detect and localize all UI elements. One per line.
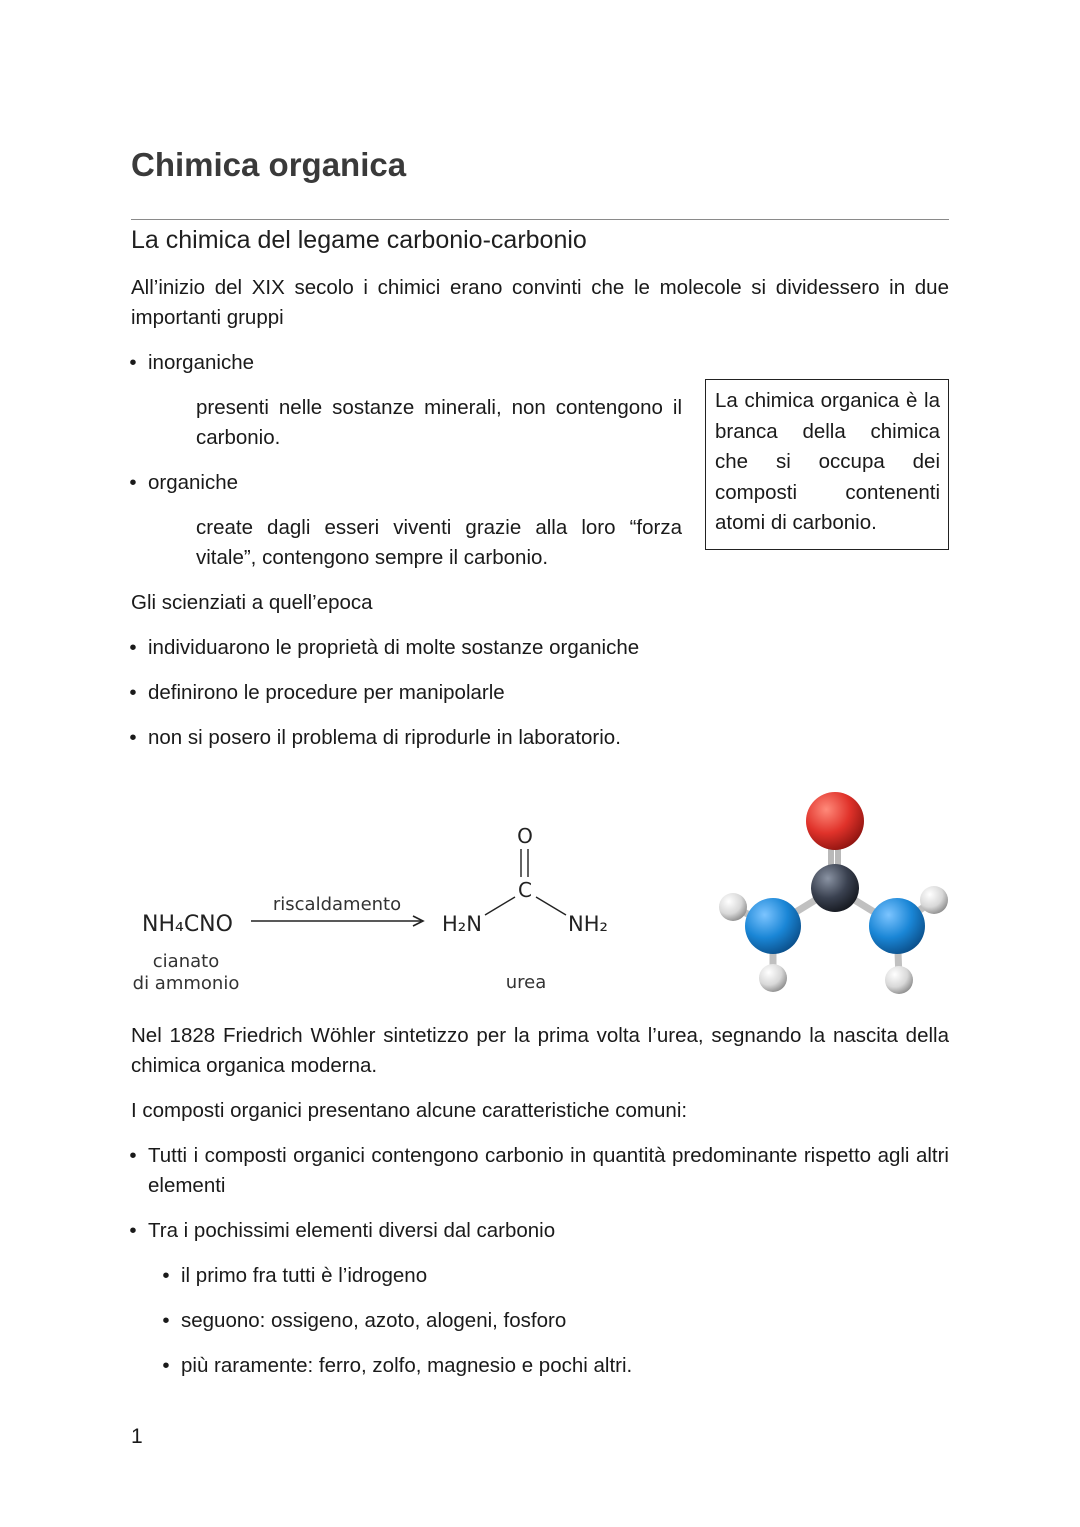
reaction-condition: riscaldamento — [272, 894, 402, 915]
nitrogen-atom — [869, 898, 925, 954]
list-item-text: Tra i pochissimi elementi diversi dal carbonio — [148, 1219, 556, 1242]
hydrogen-atom — [920, 886, 948, 914]
list-item — [127, 1141, 949, 1201]
bullet-icon: • — [129, 1144, 137, 1167]
sub-list-item — [160, 1261, 860, 1291]
divider — [131, 219, 949, 220]
hydrogen-atom — [719, 893, 747, 921]
list-item — [127, 468, 427, 498]
bullet-icon: • — [129, 1219, 137, 1242]
nitrogen-atom — [745, 898, 801, 954]
page-title: Chimica organica — [131, 146, 407, 183]
group-label: organiche — [148, 471, 239, 494]
section-subtitle: La chimica del legame carbonio-carbonio — [131, 226, 587, 254]
list-item — [127, 678, 827, 708]
list-item — [127, 723, 827, 753]
group-description: create dagli esseri viventi grazie alla loro “forza vitale”, contengono sempre il carbonio. — [196, 516, 682, 569]
definition-box: La chimica organica è la branca della chimica che si occupa dei composti contenenti atomi di carbonio. — [705, 379, 949, 550]
bullet-icon: • — [129, 636, 137, 659]
sub-list-item-text: seguono: ossigeno, azoto, alogeni, fosforo — [181, 1309, 567, 1332]
sub-list-item — [160, 1306, 860, 1336]
list-item — [127, 633, 827, 663]
list-item-text: Tutti i composti organici contengono carbonio in quantità predominante rispetto agli altri elementi — [148, 1144, 949, 1197]
page-number: 1 — [131, 1425, 143, 1448]
oxygen-atom — [806, 792, 864, 850]
scientists-intro: Gli scienziati a quell’epoca — [131, 591, 373, 614]
sub-list-item — [160, 1351, 860, 1381]
urea-synthesis-figure — [125, 785, 955, 1010]
bullet-icon: • — [162, 1309, 170, 1332]
list-item-text: non si posero il problema di riprodurle in laboratorio. — [148, 726, 621, 749]
reactant-name-line1: cianato — [152, 951, 220, 972]
bullet-icon: • — [162, 1264, 170, 1287]
bullet-icon: • — [129, 351, 137, 374]
product-name: urea — [505, 972, 547, 993]
single-bond — [485, 897, 515, 915]
bullet-icon: • — [129, 681, 137, 704]
sub-list-item-text: il primo fra tutti è l’idrogeno — [181, 1264, 428, 1287]
bullet-icon: • — [162, 1354, 170, 1377]
list-item-text: definirono le procedure per manipolarle — [148, 681, 505, 704]
wohler-paragraph: Nel 1828 Friedrich Wöhler sintetizzo per la prima volta l’urea, segnando la nascita della chimica organica moderna. — [131, 1024, 949, 1077]
hydrogen-atom — [885, 966, 913, 994]
reactant-name-line2: di ammonio — [132, 973, 240, 994]
carbon-atom-label: C — [518, 878, 532, 902]
group-description: presenti nelle sostanze minerali, non contengono il carbonio. — [196, 396, 682, 449]
reactant-formula: NH₄CNO — [142, 912, 233, 937]
amino-group-left: H₂N — [442, 912, 482, 936]
features-intro: I composti organici presentano alcune caratteristiche comuni: — [131, 1099, 688, 1122]
list-item-text: individuarono le proprietà di molte sostanze organiche — [148, 636, 640, 659]
carbon-atom — [811, 864, 859, 912]
amino-group-right: NH₂ — [568, 912, 608, 936]
oxygen-atom-label: O — [517, 824, 533, 848]
list-item — [127, 348, 427, 378]
intro-paragraph: All’inizio del XIX secolo i chimici erano convinti che le molecole si dividessero in due importanti gruppi — [131, 276, 949, 329]
hydrogen-atom — [759, 964, 787, 992]
list-item — [127, 1216, 949, 1246]
urea-ball-and-stick-model — [719, 792, 948, 994]
bullet-icon: • — [129, 471, 137, 494]
group-label: inorganiche — [148, 351, 254, 374]
sub-list-item-text: più raramente: ferro, zolfo, magnesio e pochi altri. — [181, 1354, 633, 1377]
bullet-icon: • — [129, 726, 137, 749]
single-bond — [536, 897, 566, 915]
